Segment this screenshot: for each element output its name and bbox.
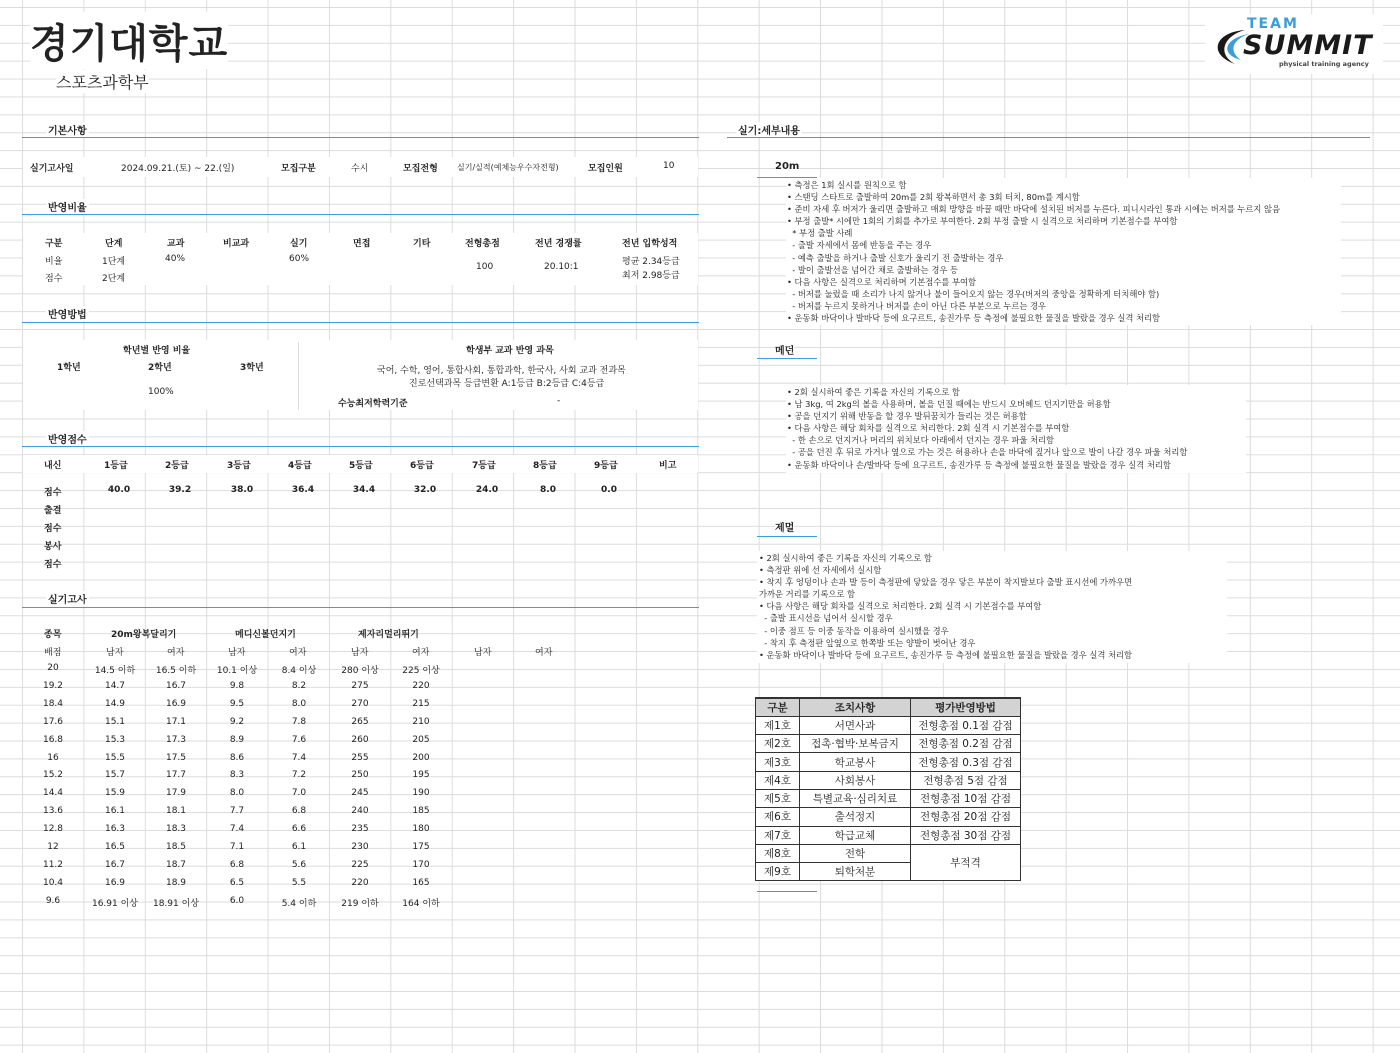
practical-cell: 215 [412,698,430,709]
disciplinary-cell: 전형총점 5점 감점 [911,771,1021,789]
rule-line: • 측정은 1회 실시를 원칙으로 함 [787,180,907,190]
ratio-row2-label: 점수 [45,274,63,284]
ratio-row1-label: 비율 [45,257,63,267]
score-value: 24.0 [475,485,499,495]
score-grade-header: 3등급 [227,461,251,471]
attendance-score-label: 점수 [44,524,62,534]
rule-line: • 2회 실시하여 좋은 기록을 자신의 기록으로 함 [787,387,960,397]
practical-cell: 225 이상 [402,666,440,676]
practical-cell: 17.3 [165,734,187,745]
item-label: 종목 [44,630,62,640]
exam-date-label: 실기고사일 [30,164,74,174]
score-value: 38.0 [230,485,254,495]
practical-cell: 18.4 [42,698,64,709]
ratio-header: 구분 [45,239,63,249]
disciplinary-cell: 제4호 [756,771,800,789]
admission-label: 모집전형 [403,164,438,174]
score-grade-header: 5등급 [349,461,373,471]
practical-cell: 7.8 [291,716,307,727]
practical-cell: 185 [412,806,430,817]
recruit-type: 수시 [351,164,369,174]
practical-cell: 225 [351,859,369,870]
disciplinary-cell: 사회봉사 [800,771,911,789]
practical-cell: 220 [412,680,430,691]
disciplinary-cell: 퇴학처분 [800,863,911,881]
rule-line: • 다음 사항은 해당 회차를 실격으로 처리한다. 2회 실격 시 기본점수를 부여함 [759,601,1042,612]
disciplinary-cell: 제1호 [756,716,800,734]
ratio-total: 100 [476,262,494,272]
ratio-silgi: 60% [289,254,310,264]
practical-cell: 8.4 이상 [281,666,317,676]
disciplinary-header: 구분 [756,698,800,716]
ratio-header: 비교과 [223,239,250,249]
score-value: 39.2 [168,485,192,495]
disciplinary-cell: 학급교체 [800,826,911,844]
disciplinary-cell: 제2호 [756,735,800,753]
practical-cell: 9.6 [45,895,61,906]
section-score: 반영점수 [46,431,89,446]
score-grade-header: 4등급 [288,461,312,471]
practical-cell: 7.4 [291,752,307,763]
practical-cell: 255 [351,752,369,763]
ratio-header: 기타 [413,239,431,249]
department-name: 스포츠과학부 [56,70,149,93]
practical-cell: 8.9 [229,734,245,745]
practical-cell: 19.2 [42,680,64,691]
ratio-competition: 20.10:1 [544,262,579,272]
practical-cell: 170 [412,859,430,870]
practical-cell: 18.9 [165,877,187,888]
practical-cell: 165 [412,877,430,888]
rule-line: • 운동화 바닥이나 발바닥 등에 요구르트, 송진가루 등 측정에 불필요한 물질을 발랐을 경우 실격 처리함 [759,649,1133,660]
gender-header: 여자 [412,648,430,658]
jump-title: 제멀 [775,519,794,534]
disciplinary-cell: 전형총점 20점 감점 [911,808,1021,826]
practical-cell: 210 [412,716,430,727]
rule-line: • 공을 던지기 위해 반동을 할 경우 발뒤꿈치가 들리는 것은 허용함 [787,411,1027,422]
score-label: 점수 [44,488,62,498]
practical-cell: 220 [351,877,369,888]
subjects-title: 학생부 교과 반영 과목 [466,346,554,356]
practical-cell: 18.5 [165,842,187,852]
disciplinary-cell: 제5호 [756,789,800,807]
practical-cell: 230 [351,842,369,852]
rule-line: * 부정 출발 사례 [787,228,853,239]
practical-cell: 13.6 [42,806,64,817]
practical-cell: 7.2 [291,770,307,781]
practical-cell: 260 [351,734,369,745]
rule-line: • 측정판 위에 선 자세에서 실시함 [759,565,882,576]
practical-cell: 15.2 [42,770,64,781]
practical-cell: 14.9 [104,698,126,709]
practical-cell: 240 [351,806,369,817]
subsection-line [757,358,817,359]
rule-line: - 예측 출발을 하거나 출발 신호가 울리기 전 출발하는 경우 [787,252,1004,263]
section-method: 반영방법 [46,306,89,321]
score-value: 36.4 [291,485,315,495]
practical-cell: 16.8 [42,734,64,745]
disciplinary-cell: 제8호 [756,844,800,862]
run-rules [787,179,1280,324]
gender-header: 여자 [289,648,307,658]
disciplinary-table [755,697,1021,881]
section-line [22,607,699,608]
practical-cell: 6.0 [229,895,245,906]
disciplinary-cell: 제6호 [756,808,800,826]
disciplinary-cell: 전형총점 10점 감점 [911,789,1021,807]
section-line [727,137,1370,138]
practical-cell: 16.7 [104,859,126,870]
rule-line: - 이중 점프 등 이중 동작을 이용하여 실시했을 경우 [759,625,949,636]
rule-line: 가까운 거리를 기록으로 함 [759,589,856,600]
practical-cell: 175 [412,842,430,852]
score-value: 40.0 [107,485,131,495]
rule-line: • 착지 후 엉덩이나 손과 발 등이 측정판에 닿았을 경우 닿은 부분이 착지발보다 출발 표시선에 가까우면 [759,577,1133,588]
disciplinary-cell: 출석정지 [800,808,911,826]
disciplinary-cell: 전학 [800,844,911,862]
gender-header: 여자 [167,648,185,658]
practical-cell: 18.7 [165,859,187,870]
rule-line: - 한 손으로 던지거나 머리의 위치보다 아래에서 던지는 경우 파울 처리함 [787,435,1055,446]
gender-header: 남자 [228,648,246,658]
score-value: 32.0 [413,485,437,495]
practical-cell: 9.2 [229,716,245,727]
rule-line: • 남 3kg, 여 2kg의 볼을 사용하며, 볼을 던질 때에는 반드시 오버헤드 던지기만을 허용함 [787,399,1111,410]
practical-cell: 5.5 [291,877,307,888]
score-grade-header: 1등급 [104,461,128,471]
score-value: 34.4 [352,485,376,495]
practical-cell: 235 [351,824,369,835]
med-rules [787,386,1187,471]
practical-cell: 219 이하 [341,898,379,909]
rule-line: • 다음 사항은 실격으로 처리하며 기본점수를 부여함 [787,276,977,287]
year-3: 3학년 [240,363,264,373]
practical-cell: 8.6 [229,752,245,763]
rule-line: • 스탠딩 스타트로 출발하여 20m를 2회 왕복하면서 총 3회 터치, 80m를 계시함 [787,192,1080,203]
score-grade-header: 비고 [659,461,677,471]
event-medicine-ball: 메디신볼던지기 [235,630,296,640]
service-label: 봉사 [44,542,62,552]
csat-label: 수능최저학력기준 [338,399,408,409]
ratio-header: 전년 경쟁률 [535,239,582,249]
disciplinary-cell: 제3호 [756,753,800,771]
practical-cell: 8.0 [291,698,307,709]
practical-cell: 15.9 [104,788,126,799]
subsection-line [757,891,817,892]
disciplinary-fail-cell: 부적격 [911,844,1021,881]
rule-line: • 준비 자세 후 버저가 울리면 출발하고 매회 방향을 바꿀 때만 바닥에 설치된 버저를 누른다. 피니시라인 통과 시에는 버저를 누르지 않음 [787,204,1281,215]
service-score-label: 점수 [44,560,62,570]
practical-cell: 16.5 [104,842,126,852]
practical-cell: 17.6 [42,716,64,727]
practical-cell: 18.3 [165,824,187,835]
practical-cell: 250 [351,770,369,781]
practical-cell: 8.0 [229,788,245,799]
practical-cell: 205 [412,734,430,745]
logo-tagline: physical training agency [1279,60,1369,68]
practical-cell: 8.2 [291,680,307,691]
practical-cell: 275 [351,680,369,691]
practical-cell: 7.4 [229,824,245,835]
disciplinary-cell: 특별교육·심리치료 [800,789,911,807]
practical-cell: 270 [351,698,369,709]
practical-cell: 14.7 [104,680,126,691]
disciplinary-cell: 서면사과 [800,716,911,734]
practical-cell: 10.4 [42,877,64,888]
ratio-stage1: 1단계 [102,257,126,267]
practical-cell: 7.7 [229,806,245,817]
ratio-grade-avg: 평균 2.34등급 [622,257,680,267]
year-1: 1학년 [57,363,81,373]
practical-cell: 12.8 [42,824,64,835]
team-summit-logo [1205,14,1383,74]
score-value: 8.0 [540,485,556,495]
recruit-type-label: 모집구분 [281,164,316,174]
practical-cell: 9.8 [229,680,245,691]
practical-cell: 17.5 [165,752,187,763]
ratio-header: 전년 입학성적 [622,239,678,249]
section-ratio: 반영비율 [46,199,89,214]
rule-line: • 부정 출발* 시에만 1회의 기회를 추가로 부여한다. 2회 부정 출발 시 실격으로 처리하며 기본점수를 부여함 [787,216,1178,227]
practical-cell: 180 [412,824,430,835]
practical-cell: 16.9 [104,877,126,888]
score-grade-header: 8등급 [533,461,557,471]
practical-cell: 16.91 이상 [91,898,138,909]
med-title: 메던 [775,342,794,357]
score-grade-header: 9등급 [594,461,618,471]
rule-line: - 착지 후 측정판 앞옆으로 한쪽발 또는 양발이 벗어난 경우 [759,637,976,648]
ratio-header: 실기 [290,239,308,249]
rule-line: • 운동화 바닥이나 손/발바닥 등에 요구르트, 송진가루 등 측정에 불필요한 물질을 발랐을 경우 실격 처리함 [787,459,1171,470]
rule-line: - 출발 표시선을 넘어서 실시할 경우 [759,613,893,624]
logo-team-text: TEAM [1247,16,1299,32]
section-line [22,446,699,447]
ratio-header: 교과 [167,239,185,249]
practical-cell: 16.9 [165,698,187,709]
practical-cell: 9.5 [229,698,245,709]
disciplinary-cell: 전형총점 0.1점 감점 [911,716,1021,734]
ratio-header: 전형총점 [465,239,500,249]
disciplinary-cell: 접촉·협박·보복금지 [800,735,911,753]
section-practical: 실기고사 [46,591,89,606]
practical-cell: 280 이상 [341,666,379,676]
run-title: 20m [775,161,800,172]
disciplinary-cell: 제7호 [756,826,800,844]
practical-cell: 14.5 이하 [94,666,136,676]
school-name: 경기대학교 [30,12,228,69]
section-basic: 기본사항 [46,122,89,137]
rule-line: • 운동화 바닥이나 발바닥 등에 요구르트, 송진가루 등 측정에 불필요한 물질을 발랐을 경우 실격 처리함 [787,313,1161,324]
ratio-header: 면접 [353,239,371,249]
section-line [22,322,699,323]
disciplinary-header: 조치사항 [800,698,911,716]
rule-line: - 버저를 누르지 못하거나 버저를 손이 아닌 다른 부분으로 누르는 경우 [787,300,1047,311]
practical-cell: 16 [47,752,59,763]
quota: 10 [663,161,675,171]
attendance-label: 출결 [44,506,62,516]
practical-cell: 16.3 [104,824,126,835]
practical-cell: 17.9 [165,788,187,799]
practical-cell: 6.1 [291,842,307,852]
gender-header: 남자 [106,648,124,658]
practical-cell: 164 이하 [402,898,440,909]
section-details: 실기:세부내용 [736,122,802,137]
practical-cell: 5.4 이하 [281,898,317,909]
practical-cell: 5.6 [291,859,307,870]
score-value: 0.0 [601,485,617,495]
practical-cell: 15.5 [104,752,126,763]
practical-cell: 195 [412,770,430,781]
disciplinary-cell: 전형총점 30점 감점 [911,826,1021,844]
rule-line: - 버저를 눌렀을 때 소리가 나지 않거나 불이 들어오지 않는 경우(버저의 중앙을 정확하게 터치해야 함) [787,288,1160,299]
ratio-grade-min: 최저 2.98등급 [622,271,680,281]
practical-cell: 245 [351,788,369,799]
disciplinary-cell: 학교봉사 [800,753,911,771]
event-long-jump: 제자리멀리뛰기 [358,630,419,640]
ratio-header: 단계 [105,239,123,249]
quota-label: 모집인원 [588,164,623,174]
points-label: 배점 [44,648,62,658]
disciplinary-cell: 전형총점 0.2점 감점 [911,735,1021,753]
practical-cell: 200 [412,752,430,763]
rule-line: - 출발 자세에서 몸에 반동을 주는 경우 [787,240,932,251]
jump-rules [759,552,1132,661]
disciplinary-header: 평가반영방법 [911,698,1021,716]
ratio-gyogwa: 40% [165,254,186,264]
practical-cell: 16.7 [165,680,187,691]
year-2: 2학년 [148,363,172,373]
practical-cell: 6.6 [291,824,307,835]
practical-cell: 12 [47,842,59,852]
score-grade-header: 내신 [44,461,62,471]
practical-cell: 265 [351,716,369,727]
practical-cell: 14.4 [42,788,64,799]
ratio-stage2: 2단계 [102,274,126,284]
score-grade-header: 2등급 [165,461,189,471]
practical-cell: 7.0 [291,788,307,799]
rule-line: - 공을 던진 후 뒤로 가거나 옆으로 가는 것은 허용하나 손을 바닥에 짚거나 앞으로 발이 나갈 경우 파울 처리함 [787,447,1188,458]
practical-cell: 6.8 [291,806,307,817]
subjects-line2: 진로선택과목 등급변환 A:1등급 B:2등급 C:4등급 [409,379,605,389]
rule-line: - 발이 출발선을 넘어간 채로 출발하는 경우 등 [787,264,958,275]
rule-line: • 2회 실시하여 좋은 기록을 자신의 기록으로 함 [759,553,932,563]
gender-header: 남자 [351,648,369,658]
rule-line: • 다음 사항은 해당 회차를 실격으로 처리한다. 2회 실격 시 기본점수를 부여함 [787,423,1070,434]
grade-ratio-title: 학년별 반영 비율 [123,346,191,356]
section-line [22,137,699,138]
gender-header: 남자 [474,648,492,658]
practical-cell: 7.1 [229,842,245,852]
event-run: 20m왕복달리기 [111,630,177,640]
practical-cell: 15.7 [104,770,126,781]
score-grade-header: 7등급 [472,461,496,471]
practical-cell: 190 [412,788,430,799]
exam-date: 2024.09.21.(토) ~ 22.(일) [121,164,235,174]
method-divider [298,342,299,410]
practical-cell: 16.1 [104,806,126,817]
admission-type: 실기/실적(예체능우수자전형) [457,163,559,172]
practical-cell: 20 [47,663,59,673]
section-line [22,214,699,215]
score-grade-header: 6등급 [410,461,434,471]
practical-cell: 7.6 [291,734,307,745]
subsection-line [757,536,817,537]
disciplinary-cell: 전형총점 0.3점 감점 [911,753,1021,771]
practical-cell: 17.1 [165,716,187,727]
subjects-line1: 국어, 수학, 영어, 통합사회, 통합과학, 한국사, 사회 교과 전과목 [377,366,626,376]
practical-cell: 8.3 [229,770,245,781]
practical-cell: 18.1 [165,806,187,817]
practical-cell: 18.91 이상 [152,898,199,909]
practical-cell: 10.1 이상 [216,666,258,676]
gender-header: 여자 [535,648,553,658]
csat-value: - [557,396,561,406]
practical-cell: 17.7 [165,770,187,781]
logo-summit-text: SUMMIT [1243,30,1373,61]
practical-cell: 16.5 이하 [155,666,197,676]
grade-ratio-value: 100% [148,387,174,397]
disciplinary-cell: 제9호 [756,863,800,881]
practical-cell: 6.5 [229,877,245,888]
practical-cell: 15.3 [104,734,126,745]
practical-cell: 6.8 [229,859,245,870]
practical-cell: 11.2 [42,859,64,870]
practical-cell: 15.1 [104,716,126,727]
